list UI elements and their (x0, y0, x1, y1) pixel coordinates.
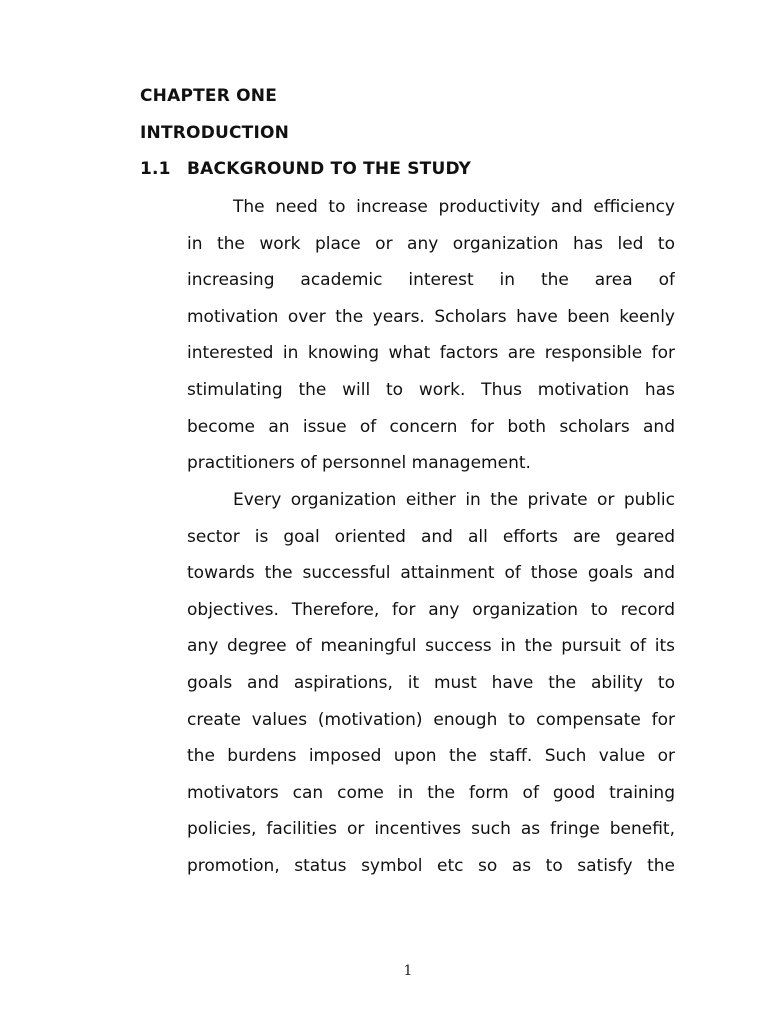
section-number: 1.1 (140, 159, 171, 179)
paragraph-1 (187, 189, 675, 482)
paragraph-line: practitioners of personnel management. (187, 453, 531, 474)
section-heading (140, 159, 471, 179)
paragraph-line: in the work place or any organization has led to (187, 233, 675, 254)
page-number: 1 (403, 963, 413, 979)
paragraph-line: motivators can come in the form of good training (187, 782, 675, 803)
paragraph-2 (187, 482, 675, 885)
paragraph-line: the burdens imposed upon the staff. Such value or (187, 746, 675, 767)
paragraph-line: Every organization either in the private or public (233, 490, 675, 510)
paragraph-line: objectives. Therefore, for any organization to record (187, 599, 675, 620)
paragraph-line: create values (motivation) enough to compensate for (187, 709, 675, 730)
paragraph-line: stimulating the will to work. Thus motivation has (187, 379, 675, 400)
paragraph-line: sector is goal oriented and all efforts are geared (187, 526, 675, 547)
paragraph-line: promotion, status symbol etc so as to satisfy the (187, 855, 675, 876)
paragraph-line: motivation over the years. Scholars have been keenly (187, 306, 675, 327)
introduction-heading: INTRODUCTION (140, 123, 290, 143)
paragraph-line: towards the successful attainment of those goals and (187, 563, 675, 584)
section-title: BACKGROUND TO THE STUDY (187, 159, 472, 179)
paragraph-line: policies, facilities or incentives such as fringe benefit, (187, 819, 675, 840)
paragraph-line: become an issue of concern for both scholars and (187, 416, 675, 437)
chapter-heading: CHAPTER ONE (140, 86, 278, 106)
paragraph-line: any degree of meaningful success in the pursuit of its (187, 636, 675, 657)
paragraph-line: goals and aspirations, it must have the ability to (187, 672, 675, 693)
paragraph-line: interested in knowing what factors are responsible for (187, 343, 675, 364)
paragraph-line: The need to increase productivity and efficiency (233, 197, 675, 217)
paragraph-line: increasing academic interest in the area of (187, 270, 675, 291)
